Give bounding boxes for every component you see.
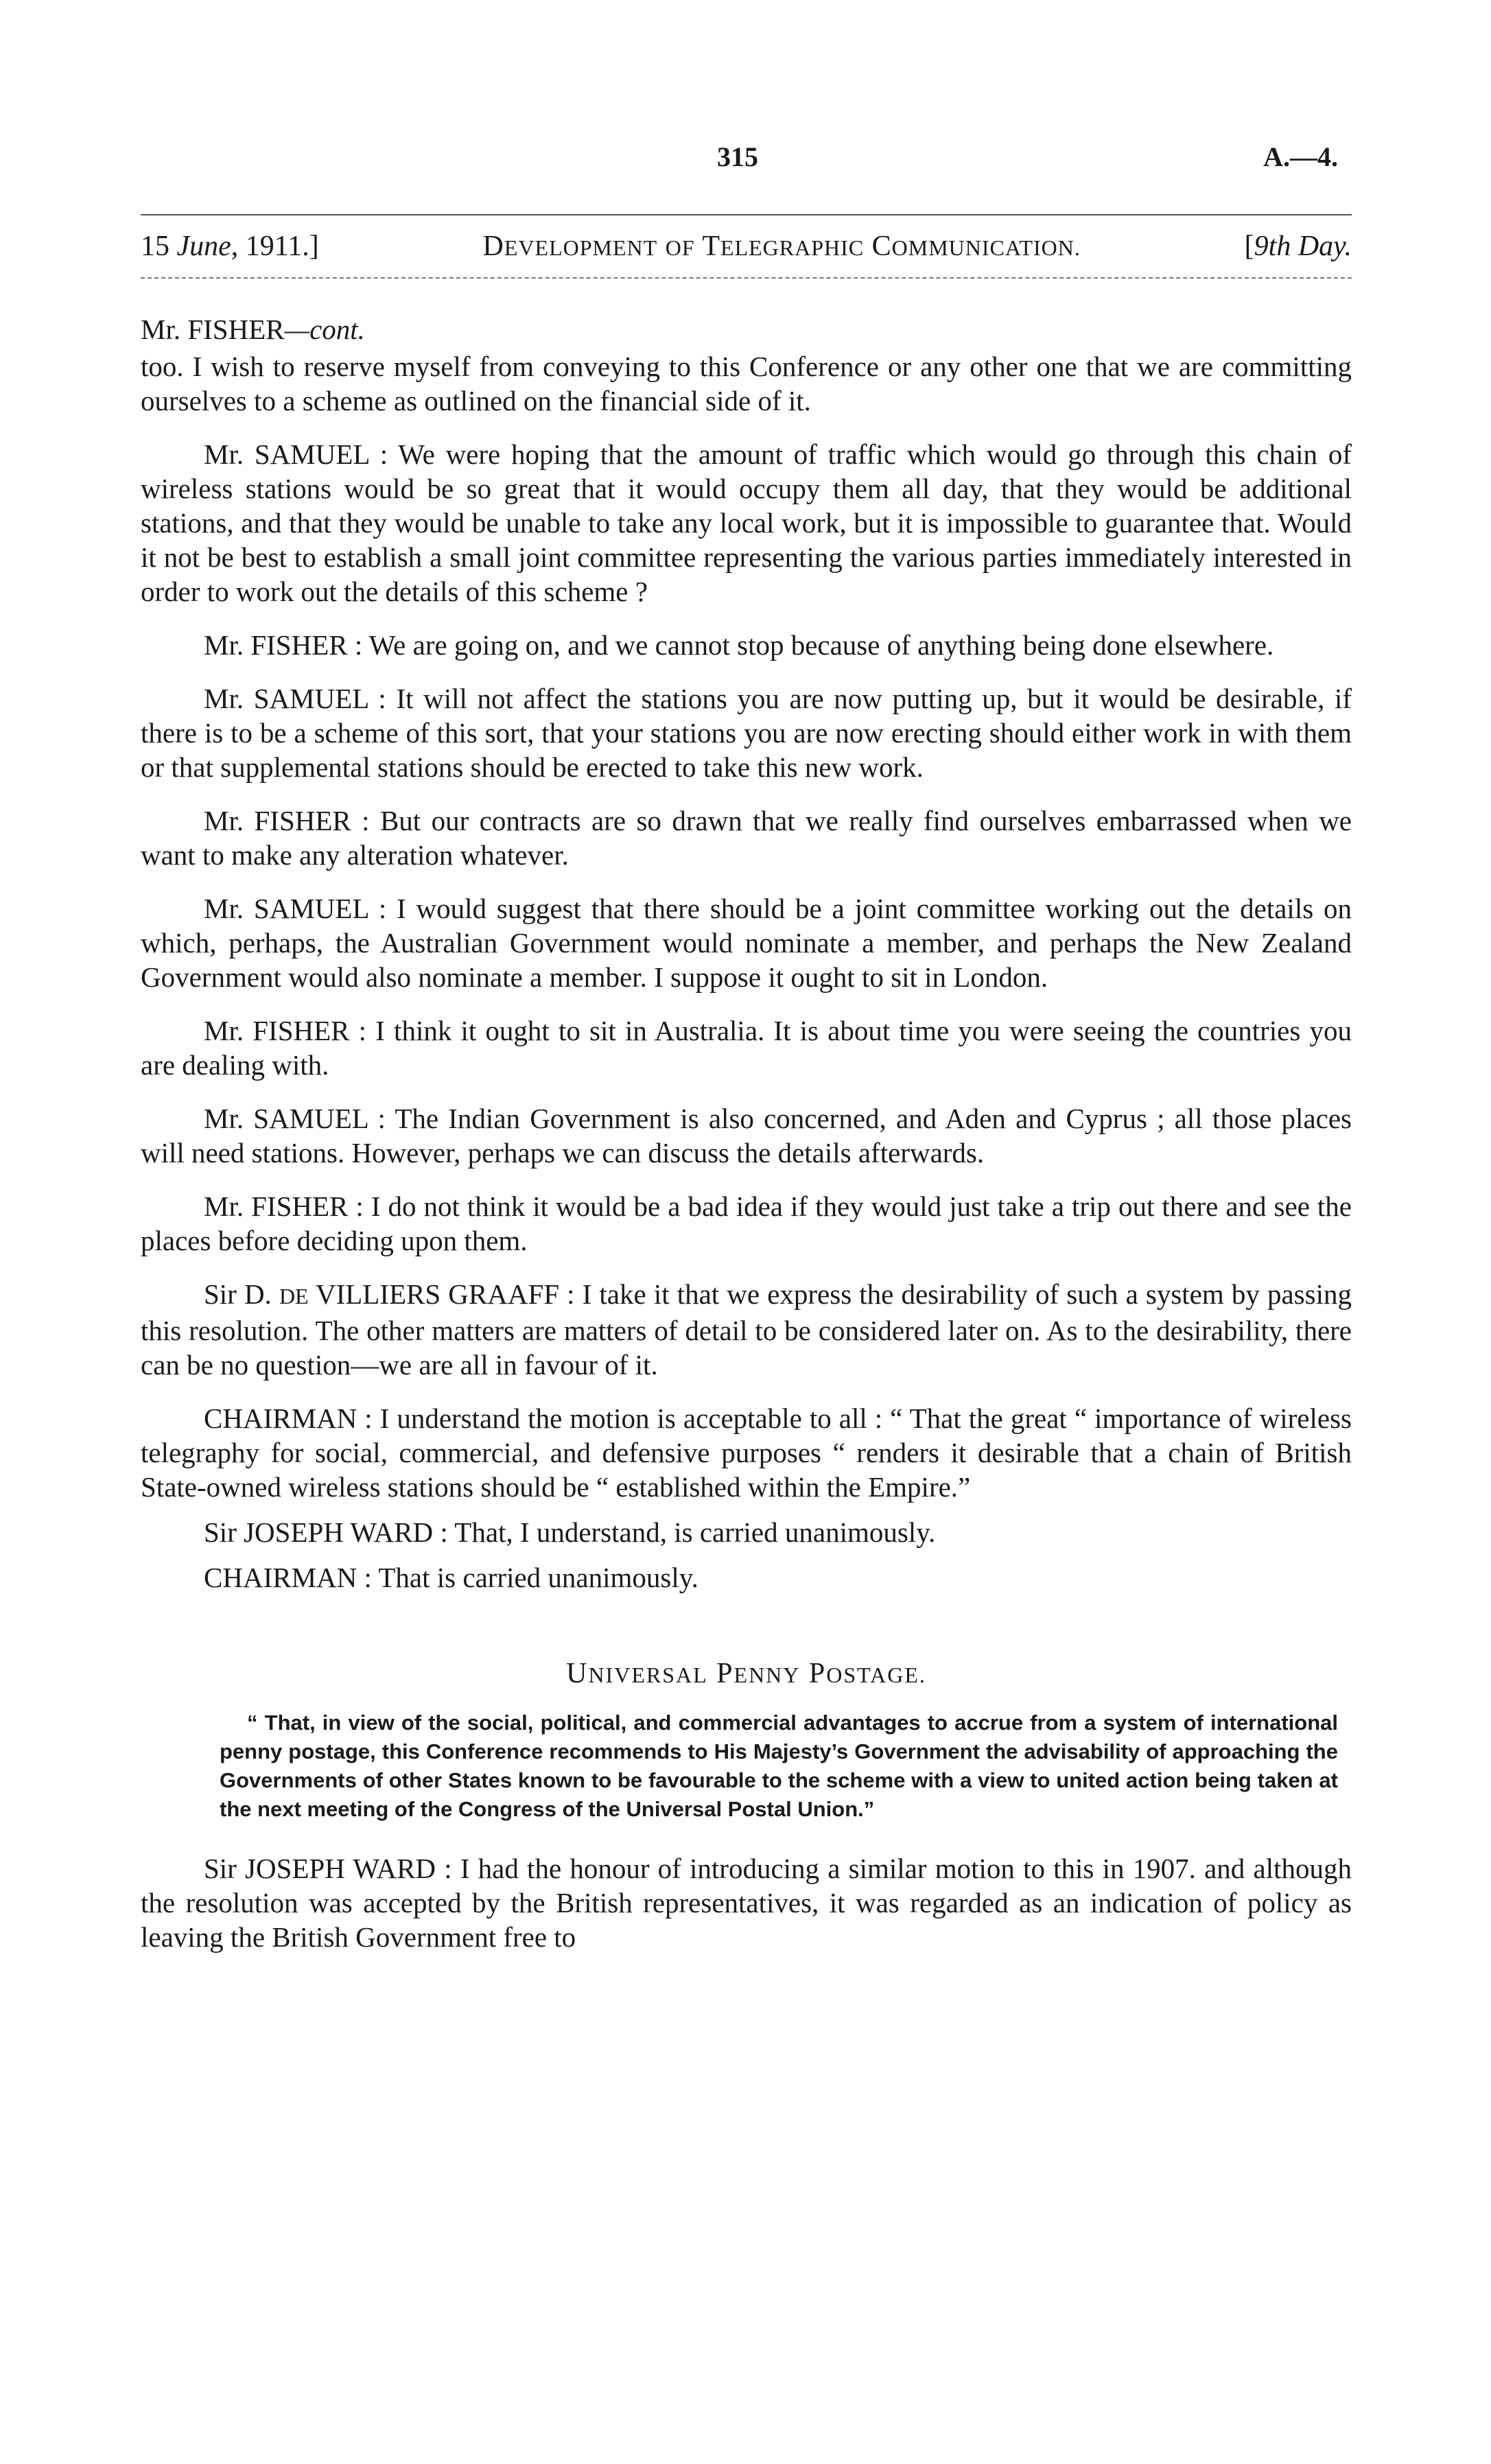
speaker-name: Mr. FISHER : (204, 1190, 371, 1222)
speaker-name: Mr. SAMUEL : (204, 683, 397, 714)
paragraph: Mr. FISHER : I do not think it would be a bad idea if they would just take a trip out there and see the places before deciding upon them. (141, 1190, 1352, 1256)
paragraph: Mr. FISHER : We are going on, and we cannot stop because of anything being done elsewhere. (204, 629, 1274, 661)
speaker-name: Mr. FISHER : (204, 805, 380, 836)
speaker-name: Mr. FISHER : (204, 1015, 376, 1046)
header-title: DEVELOPMENT OF TELEGRAPHIC COMMUNICATION. (482, 231, 1081, 262)
paragraph: Sir JOSEPH WARD : I had the honour of introducing a similar motion to this in 1907. and although the resolution was accepted by the British representatives, it was regarded as an indication of policy as leaving the British Government free to (141, 1853, 1352, 1953)
section-heading: UNIVERSAL PENNY POSTAGE. (566, 1658, 926, 1689)
paragraph: Mr. SAMUEL : The Indian Government is also concerned, and Aden and Cyprus ; all those places will need stations. However, perhaps we can discuss the details afterwards. (141, 1103, 1352, 1169)
speaker-name: CHAIRMAN : (204, 1562, 379, 1593)
speaker-name: Sir JOSEPH WARD : (204, 1853, 460, 1884)
continued-speaker: Mr. FISHER—cont. (141, 314, 365, 345)
paragraph: Mr. SAMUEL : We were hoping that the amount of traffic which would go through this chain of wireless stations would be so great that it would occupy them all day, that they would be additional stations, and that they would be unable to take any local work, but it is impossible to guarantee that. Would it not be best to establish a small joint committee representing the various parties immediately interested in order to work out the details of this scheme ? (141, 438, 1352, 607)
speaker-name: Mr. SAMUEL : (204, 438, 399, 470)
speaker-name: Mr. SAMUEL : (204, 893, 397, 924)
paragraph: CHAIRMAN : That is carried unanimously. (204, 1562, 698, 1593)
document-reference: A.—4. (1263, 141, 1338, 172)
document-body (141, 312, 1352, 1973)
paragraph: Sir JOSEPH WARD : That, I understand, is carried unanimously. (204, 1516, 936, 1548)
header-rule-top (141, 214, 1352, 215)
speaker-name: Sir JOSEPH WARD : (204, 1516, 455, 1548)
header-day: [9th Day. (1244, 231, 1352, 262)
paragraph: Mr. FISHER : But our contracts are so drawn that we really find ourselves embarrassed when we want to make any alteration whatever. (141, 805, 1352, 871)
speaker-name: CHAIRMAN : (204, 1403, 380, 1434)
paragraph: CHAIRMAN : I understand the motion is acceptable to all : “ That the great “ importance of wireless telegraphy for social, commercial, and defensive purposes “ renders it desirable that a chain of British State-owned wireless stations should be “ established within the Empire.” (141, 1403, 1352, 1503)
speaker-name: Sir D. DE VILLIERS GRAAFF : (204, 1278, 583, 1310)
speaker-name: Mr. FISHER : (204, 629, 369, 661)
paragraph: Mr. FISHER : I think it ought to sit in Australia. It is about time you were seeing the countries you are dealing with. (141, 1015, 1352, 1081)
header-rule-bottom (141, 277, 1352, 279)
paragraph: Mr. SAMUEL : I would suggest that there should be a joint committee working out the details on which, perhaps, the Australian Government would nominate a member, and perhaps the New Zealand Government would also nominate a member. I suppose it ought to sit in London. (141, 893, 1352, 993)
speaker-name: Mr. SAMUEL : (204, 1103, 395, 1134)
header-date: 15 June, 1911.] (141, 231, 319, 262)
paragraph: Mr. SAMUEL : It will not affect the stations you are now putting up, but it would be desirable, if there is to be a scheme of this sort, that your stations you are now erecting should either work in with them or that supplemental stations should be erected to take this new work. (141, 683, 1352, 783)
running-header (141, 230, 1352, 263)
paragraph: too. I wish to reserve myself from conveying to this Conference or any other one that we are committing ourselves to a scheme as outlined on the financial side of it. (141, 351, 1352, 416)
motion-text: “ That, in view of the social, political, and commercial advantages to accrue from a system of international penny postage, this Conference recommends to His Majesty’s Government the advisability of approaching the Governments of other States known to be favourable to the scheme with a view to united action being taken at the next meeting of the Congress of the Universal Postal Union.” (220, 1711, 1338, 1821)
paragraph: Sir D. DE VILLIERS GRAAFF : I take it that we express the desirability of such a system by passing this resolution. The other matters are matters of detail to be considered later on. As to the desirability, there can be no question—we are all in favour of it. (141, 1278, 1352, 1381)
page-number: 315 (717, 141, 758, 172)
